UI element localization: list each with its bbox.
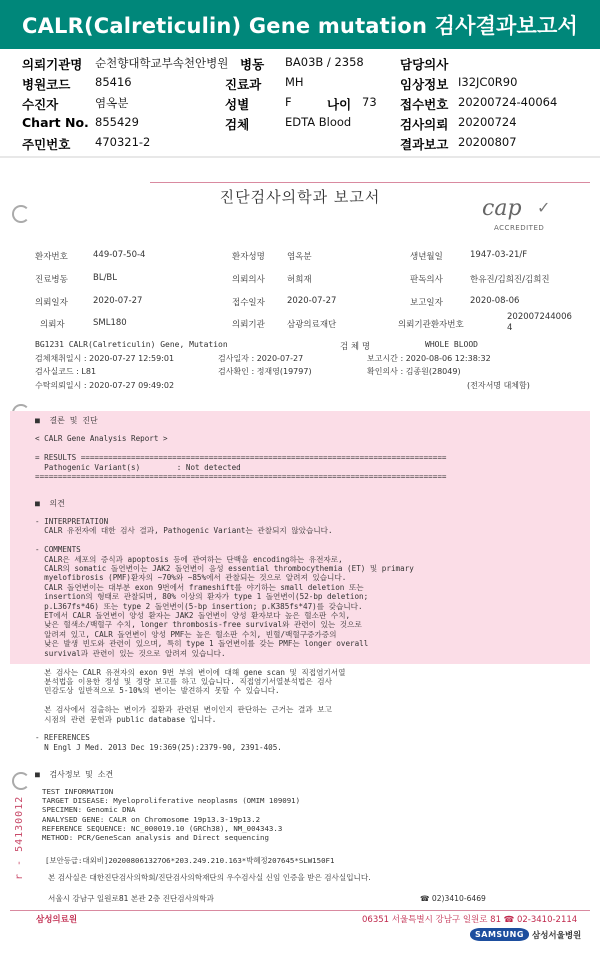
label-request-date: 검사의뢰 xyxy=(400,117,449,132)
page-title: CALR(Calreticulin) Gene mutation 검사결과보고서 xyxy=(0,0,600,49)
value-clinical-info: I32JC0R90 xyxy=(458,75,518,89)
certification-note: 본 검사실은 대한진단검사의학회/진단검사의학재단의 우수검사실 신임 인증을 받은 검사실입니다. xyxy=(48,873,371,882)
label-birthdate: 생년월일 xyxy=(410,252,443,262)
samsung-logo: SAMSUNG xyxy=(470,928,529,941)
title-rule xyxy=(150,182,590,183)
report-title: 진단검사의학과 보고서 xyxy=(219,188,381,206)
label-requesting-institution: 의뢰기관 xyxy=(232,320,265,330)
label-chart-no: Chart No. xyxy=(22,115,89,130)
label-sex: 성별 xyxy=(225,97,250,112)
label-institution: 의뢰기관명 xyxy=(22,57,83,72)
value-request-date: 20200724 xyxy=(458,115,517,129)
label-receipt-date: 접수일자 xyxy=(232,298,265,308)
label-institution-patient-no: 의뢰기관환자번호 xyxy=(398,320,464,330)
security-tracking: [보안등급:대외비]202008061327O6*203.249.210.163*박혜정207645*SLW150F1 xyxy=(45,856,335,865)
label-specimen: 검체 xyxy=(225,117,250,132)
label-resident-no: 주민번호 xyxy=(22,137,71,152)
report-header xyxy=(0,55,600,155)
results-heading: ■ 결론 및 진단 xyxy=(35,416,98,425)
value-receipt-date: 2020-07-27 xyxy=(287,296,337,306)
value-department: MH xyxy=(285,75,304,89)
value-reading-doctor: 한유진/김희진/김희진 xyxy=(470,275,550,285)
value-resident-no: 470321-2 xyxy=(95,135,151,149)
header-row xyxy=(0,55,600,75)
value-institution-patient-no-suffix: 4 xyxy=(507,323,513,333)
value-accession: 20200724-40064 xyxy=(458,95,558,109)
lab-address: 서울시 강남구 일원로81 본관 2층 진단검사의학과 xyxy=(48,894,214,903)
footer-divider xyxy=(10,910,590,911)
value-report-date: 20200807 xyxy=(458,135,517,149)
label-accession: 접수번호 xyxy=(400,97,449,112)
lab-code: 검사실코드 : L81 xyxy=(35,367,97,376)
footer-hospital-name: 삼성의료원 xyxy=(36,915,78,925)
footer-address: 06351 서울특별시 강남구 일원로 81 ☎ 02-3410-2114 xyxy=(362,915,578,925)
e-signature-note: (전자서명 대체함) xyxy=(467,381,530,390)
lab-phone: ☎ 02)3410-6469 xyxy=(420,894,486,903)
label-clinic-ward: 진료병동 xyxy=(35,275,68,285)
value-hospital-code: 85416 xyxy=(95,75,132,89)
value-requester: SML180 xyxy=(93,318,127,328)
hospital-logo-name: 삼성서울병원 xyxy=(532,931,582,941)
label-department: 진료과 xyxy=(225,77,262,92)
value-institution: 순천향대학교부속천안병원 xyxy=(95,56,229,70)
checkmark-icon: ✓ xyxy=(537,198,551,217)
consign-datetime: 수탁의뢰일시 : 2020-07-27 09:49:02 xyxy=(35,381,175,390)
value-requesting-institution: 삼광의료재단 xyxy=(287,320,337,330)
label-patient-number: 환자번호 xyxy=(35,252,68,262)
label-age: 나이 xyxy=(327,97,352,112)
opinion-heading: ■ 의견 xyxy=(35,499,65,508)
value-report-date: 2020-08-06 xyxy=(470,296,520,306)
value-patient-name: 염옥분 xyxy=(287,252,312,262)
value-ward: BA03B / 2358 xyxy=(285,55,364,69)
value-requesting-doctor: 허희재 xyxy=(287,275,312,285)
cap-logo-text: cap xyxy=(482,196,522,221)
header-divider xyxy=(0,156,600,158)
label-specimen-name: 검 체 명 xyxy=(340,342,371,352)
value-age: 73 xyxy=(362,95,377,109)
label-ward: 병동 xyxy=(240,57,265,72)
method-heading: ■ 검사정보 및 소견 xyxy=(35,770,114,779)
method-block: TEST INFORMATION TARGET DISEASE: Myeloproliferative neoplasms (OMIM 109091) SPECIMEN: Genomic DNA ANALYSED GENE: CALR on Chromosome 19p13.3-19p13.2 REFERENCE SEQUENCE: NC_000019.10 (GRCh38), NM_004343.3 METHOD: PCR/GeneScan analysis and Direct sequencing xyxy=(42,787,301,843)
value-birthdate: 1947-03-21/F xyxy=(470,250,528,260)
value-specimen-name: WHOLE BLOOD xyxy=(425,340,478,349)
value-patient: 염옥분 xyxy=(95,96,129,110)
label-patient: 수진자 xyxy=(22,97,59,112)
value-clinic-ward: BL/BL xyxy=(93,273,117,283)
label-report-date: 결과보고 xyxy=(400,137,449,152)
collection-datetime: 검체채취일시 : 2020-07-27 12:59:01 xyxy=(35,354,175,363)
cap-accredited-text: ACCREDITED xyxy=(494,224,545,232)
label-doctor: 담당의사 xyxy=(400,57,449,72)
label-clinical-info: 임상정보 xyxy=(400,77,449,92)
test-date: 검사일자 : 2020-07-27 xyxy=(218,354,304,363)
confirming-doctor: 확인의사 : 김종원(28049) xyxy=(367,367,461,376)
received-stamp: r - 54130012 xyxy=(14,795,25,880)
label-request-date: 의뢰일자 xyxy=(35,298,68,308)
label-requesting-doctor: 의뢰의사 xyxy=(232,275,265,285)
label-patient-name: 환자성명 xyxy=(232,252,265,262)
header-row xyxy=(0,115,600,135)
value-specimen: EDTA Blood xyxy=(285,115,352,129)
label-reading-doctor: 판독의사 xyxy=(410,275,443,285)
test-code-name: BG1231 CALR(Calreticulin) Gene, Mutation xyxy=(35,340,228,349)
label-hospital-code: 병원코드 xyxy=(22,77,71,92)
binder-hole-icon xyxy=(12,205,30,223)
label-requester: 의뢰자 xyxy=(40,320,65,330)
label-report-date: 보고일자 xyxy=(410,298,443,308)
test-confirmation: 검사확인 : 정재영(19797) xyxy=(218,367,312,376)
header-row xyxy=(0,75,600,95)
results-block: < CALR Gene Analysis Report > = RESULTS ================================================================================ Pathogenic Variant(s) : Not detected ========================================================================================== xyxy=(35,434,447,481)
header-row xyxy=(0,135,600,155)
value-patient-number: 449-07-50-4 xyxy=(93,250,146,260)
report-time: 보고시간 : 2020-08-06 12:38:32 xyxy=(367,354,491,363)
value-institution-patient-no: 202007244006 xyxy=(507,312,572,322)
header-row xyxy=(0,95,600,115)
value-chart-no: 855429 xyxy=(95,115,139,129)
cap-logo xyxy=(482,196,562,238)
opinion-block: - INTERPRETATION CALR 유전자에 대한 검사 결과, Pathogenic Variant는 관찰되지 않았습니다. - COMMENTS CALR은 세포의 증식과 apoptosis 등에 관여하는 단백을 encoding하는 유전자로, CALR의 somatic 돌연변이는 JAK2 돌연변이 음성 essential thrombocythemia (ET) 및 primary myelofibrosis (PMF)환자의 ~70%와 ~85%에서 관찰되는 것으로 알려져 있습니다. CALR 돌연변이는 대부분 exon 9번에서 frameshift를 야기하는 small deletion 또는 insertion의 형태로 관찰되며, 80% 이상의 환자가 type 1 돌연변이(52-bp deletion; p.L367fs*46) 또는 type 2 돌연변이(5-bp insertion; p.K385fs*47)를 갖습니다. ET에서 CALR 돌연변이 양성 환자는 JAK2 돌연변이 양성 환자보다 높은 혈소판 수치, 낮은 혈색소/백혈구 수치, longer thrombosis-free survival와 관련이 있는 것으로 알려져 있고, CALR 돌연변이 양성 PMF는 높은 혈소판 수치, 빈혈/백혈구증가증의 낮은 발생 빈도와 관련이 있으며, 특히 type 1 돌연변이를 갖는 PMF는 longer overall survival과 관련이 있는 것으로 알려져 있습니다. 본 검사는 CALR 유전자의 exon 9번 부위 변이에 대해 gene scan 및 직접염기서열 분석법을 이용한 정성 및 정량 보고를 하고 있습니다. 직접염기서열분석법은 검사 민감도상 일반적으로 5-10%의 변이는 발견하지 못할 수 있습니다. 본 검사에서 검출하는 변이가 질환과 관련된 변이인지 판단하는 근거는 결과 보고 시점의 관련 문헌과 public database 입니다. - REFERENCES N Engl J Med. 2013 Dec 19:369(25):2379-90, 2391-405. xyxy=(35,517,414,752)
value-sex: F xyxy=(285,95,292,109)
value-request-date: 2020-07-27 xyxy=(93,296,143,306)
